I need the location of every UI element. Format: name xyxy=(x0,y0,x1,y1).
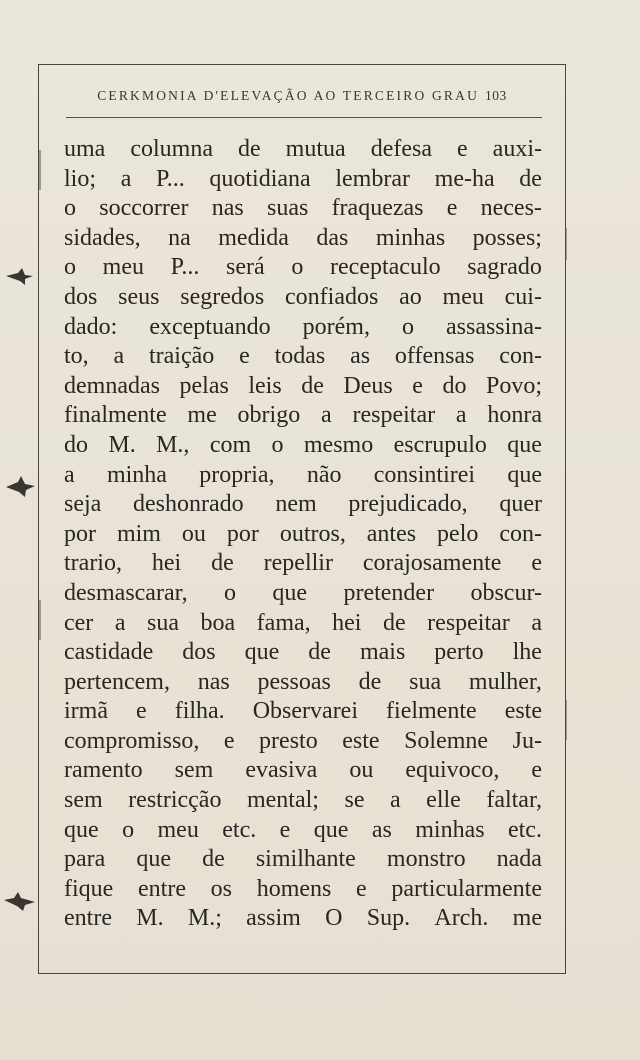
running-title: CERKMONIA D'ELEVAÇÃO AO TERCEIRO GRAU xyxy=(97,88,480,103)
word: homens xyxy=(256,875,332,902)
word: que xyxy=(507,431,542,458)
word: sua xyxy=(409,668,442,695)
word: este xyxy=(342,727,380,754)
word: M. xyxy=(136,905,164,932)
word: a xyxy=(64,461,75,488)
word: equivoco, xyxy=(405,757,500,784)
word: medida xyxy=(218,224,289,251)
word: e xyxy=(531,550,542,577)
word: meu xyxy=(442,283,484,310)
page-number: 103 xyxy=(485,88,507,103)
word: a xyxy=(120,165,132,192)
text-line xyxy=(64,727,542,757)
word: fielmente xyxy=(386,698,477,725)
word: meu xyxy=(102,254,144,281)
word: será xyxy=(226,254,265,281)
word: de xyxy=(301,372,324,399)
word: minhas xyxy=(375,224,446,251)
word: mulher, xyxy=(468,668,542,695)
word: castidade xyxy=(64,639,154,666)
word: quotidiana xyxy=(209,165,311,192)
word: que xyxy=(272,579,308,606)
text-line xyxy=(64,756,542,786)
word: Solemne xyxy=(404,727,489,754)
word: pertencem, xyxy=(64,668,170,695)
word: P... xyxy=(156,165,185,192)
margin-mark-2 xyxy=(6,476,35,497)
word: restricção xyxy=(128,787,222,814)
text-line xyxy=(64,668,542,698)
word: e xyxy=(239,343,250,370)
word: neces- xyxy=(480,195,542,222)
word: elle xyxy=(426,787,461,814)
word: todas xyxy=(274,343,326,370)
word: me xyxy=(187,402,217,429)
word: M.; xyxy=(187,905,222,932)
word: a xyxy=(455,402,467,429)
word: fraquezas xyxy=(331,195,424,222)
word: soccorrer xyxy=(99,195,189,222)
word: M. xyxy=(108,431,136,458)
word: P... xyxy=(170,254,200,281)
word: mesmo xyxy=(303,431,374,458)
word: ou xyxy=(181,520,206,547)
text-line xyxy=(64,609,542,639)
word: o xyxy=(122,816,135,843)
word: leis xyxy=(248,372,282,399)
word: assim xyxy=(246,905,301,932)
word: de xyxy=(211,550,234,577)
word: minha xyxy=(106,461,167,488)
margin-mark-3 xyxy=(4,892,35,911)
word: auxi- xyxy=(492,136,542,162)
text-line xyxy=(64,342,542,372)
word: ou xyxy=(349,757,374,784)
word: particularmente xyxy=(391,875,542,902)
word: con- xyxy=(499,343,542,370)
word: filha. xyxy=(174,698,225,725)
word: com xyxy=(209,431,252,458)
word: respeitar xyxy=(352,402,436,429)
word: me xyxy=(512,905,542,932)
word: fique xyxy=(64,875,114,902)
word: exceptuando xyxy=(149,313,271,340)
word: minhas xyxy=(415,816,485,843)
word: não xyxy=(306,461,342,488)
word: defesa xyxy=(370,136,432,162)
word: que xyxy=(244,639,280,666)
word: demnadas xyxy=(64,372,160,399)
word: de xyxy=(238,136,261,162)
word: offensas xyxy=(394,343,475,370)
word: similhante xyxy=(255,846,356,873)
word: sagrado xyxy=(467,254,542,281)
word: a xyxy=(390,787,401,814)
word: se xyxy=(344,787,365,814)
text-line xyxy=(64,135,542,165)
word: e xyxy=(531,757,542,784)
word: de xyxy=(358,668,382,695)
word: respeitar xyxy=(427,609,510,636)
word: a xyxy=(114,609,126,636)
margin-mark-1 xyxy=(6,268,33,285)
word: lio; xyxy=(64,165,97,192)
word: dos xyxy=(182,639,216,666)
word: presto xyxy=(259,727,318,754)
word: os xyxy=(210,875,232,902)
text-line xyxy=(64,786,542,816)
word: mental; xyxy=(246,787,319,814)
text-line xyxy=(64,875,542,905)
word: segredos xyxy=(180,283,265,310)
word: boa xyxy=(200,609,236,636)
word: posses; xyxy=(472,224,542,251)
word: finalmente xyxy=(64,402,167,429)
word: as xyxy=(350,343,371,370)
word: deshonrado xyxy=(133,491,244,518)
word: traição xyxy=(148,343,215,370)
text-line xyxy=(64,253,542,283)
word: as xyxy=(371,816,392,843)
word: por xyxy=(64,520,96,547)
word: meu xyxy=(157,816,199,843)
word: a xyxy=(321,402,332,429)
word: hei xyxy=(151,550,182,577)
word: Observarei xyxy=(252,698,358,725)
word: este xyxy=(504,698,542,725)
word: o xyxy=(64,195,76,222)
word: nas xyxy=(211,195,244,222)
word: por xyxy=(226,520,259,547)
word: de xyxy=(383,609,406,636)
word: O xyxy=(325,905,343,932)
word: o xyxy=(64,254,76,281)
text-line xyxy=(64,579,542,609)
text-line xyxy=(64,697,542,727)
word: obrigo xyxy=(237,402,301,429)
word: desmascarar, xyxy=(64,579,188,606)
word: entre xyxy=(64,905,112,932)
word: fama, xyxy=(256,609,311,636)
word: irmã xyxy=(64,698,108,725)
word: pelo xyxy=(437,520,479,547)
word: pelas xyxy=(179,372,229,399)
word: dos xyxy=(64,283,98,310)
running-header xyxy=(38,88,566,104)
word: M., xyxy=(156,431,190,458)
word: faltar, xyxy=(486,787,542,814)
word: cui- xyxy=(504,283,542,310)
word: seus xyxy=(118,283,160,310)
word: cer xyxy=(64,609,94,636)
word: das xyxy=(316,224,349,251)
word: propria, xyxy=(199,461,275,488)
word: assassina- xyxy=(445,313,542,340)
word: me-ha xyxy=(434,165,495,192)
word: obscur- xyxy=(470,579,542,606)
word: o xyxy=(224,579,237,606)
word: e xyxy=(446,195,458,222)
word: pretender xyxy=(343,579,435,606)
word: lhe xyxy=(512,639,542,666)
text-line xyxy=(64,194,542,224)
body-text xyxy=(64,135,542,934)
word: trario, xyxy=(64,550,122,577)
word: e xyxy=(412,372,423,399)
word: Povo; xyxy=(485,372,542,399)
text-line xyxy=(64,816,542,846)
word: lembrar xyxy=(335,165,410,192)
text-line xyxy=(64,638,542,668)
word: de xyxy=(308,639,331,666)
text-line xyxy=(64,372,542,402)
word: seja xyxy=(64,491,102,518)
word: monstro xyxy=(386,846,466,873)
word: escrupulo xyxy=(393,431,487,458)
word: de xyxy=(519,165,542,192)
word: evasiva xyxy=(245,757,318,784)
word: mim xyxy=(116,520,161,547)
word: a xyxy=(531,609,542,636)
word: para xyxy=(64,846,106,873)
word: e xyxy=(223,727,235,754)
word: mutua xyxy=(285,136,346,162)
text-line xyxy=(64,313,542,343)
word: a xyxy=(113,343,125,370)
word: sem xyxy=(64,787,103,814)
word: corajosamente xyxy=(362,550,502,577)
text-line xyxy=(64,549,542,579)
text-line xyxy=(64,845,542,875)
word: Arch. xyxy=(434,905,489,932)
word: do xyxy=(442,372,467,399)
text-line xyxy=(64,461,542,491)
text-line xyxy=(64,165,542,195)
text-line xyxy=(64,283,542,313)
word: consintirei xyxy=(373,461,476,488)
word: sua xyxy=(146,609,179,636)
word: mais xyxy=(359,639,406,666)
word: perto xyxy=(434,639,484,666)
word: dado: xyxy=(64,313,118,340)
word: uma xyxy=(64,136,106,162)
word: Sup. xyxy=(366,905,411,932)
word: pessoas xyxy=(257,668,331,695)
word: quer xyxy=(499,491,542,518)
header-rule xyxy=(66,117,542,118)
word: o xyxy=(401,313,414,340)
word: honra xyxy=(487,402,542,429)
word: do xyxy=(64,431,88,458)
text-line xyxy=(64,520,542,550)
word: porém, xyxy=(302,313,370,340)
text-line xyxy=(64,431,542,461)
word: suas xyxy=(266,195,309,222)
word: que xyxy=(136,846,172,873)
word: de xyxy=(202,846,225,873)
word: e xyxy=(457,136,468,162)
word: que xyxy=(507,461,542,488)
word: etc. xyxy=(222,816,257,843)
word: Deus xyxy=(343,372,393,399)
text-line xyxy=(64,401,542,431)
word: antes xyxy=(366,520,417,547)
text-line xyxy=(64,904,542,934)
word: sidades, xyxy=(64,224,141,251)
word: outros, xyxy=(279,520,346,547)
word: receptaculo xyxy=(330,254,441,281)
word: na xyxy=(168,224,191,251)
word: e xyxy=(279,816,291,843)
word: o xyxy=(271,431,284,458)
word: hei xyxy=(332,609,362,636)
word: que xyxy=(313,816,349,843)
word: entre xyxy=(138,875,186,902)
word: nas xyxy=(197,668,230,695)
word: to, xyxy=(64,343,89,370)
word: con- xyxy=(499,520,542,547)
word: sem xyxy=(174,757,214,784)
word: Ju- xyxy=(512,727,542,754)
text-line xyxy=(64,490,542,520)
word: e xyxy=(356,875,367,902)
word: etc. xyxy=(507,816,542,843)
word: compromisso, xyxy=(64,727,200,754)
word: ramento xyxy=(64,757,143,784)
word: e xyxy=(136,698,147,725)
word: que xyxy=(64,816,99,843)
word: o xyxy=(291,254,304,281)
word: prejudicado, xyxy=(348,491,468,518)
word: columna xyxy=(130,136,213,162)
word: confiados xyxy=(285,283,379,310)
word: nada xyxy=(496,846,542,873)
word: repellir xyxy=(263,550,333,577)
text-line xyxy=(64,224,542,254)
word: nem xyxy=(275,491,317,518)
word: ao xyxy=(399,283,422,310)
